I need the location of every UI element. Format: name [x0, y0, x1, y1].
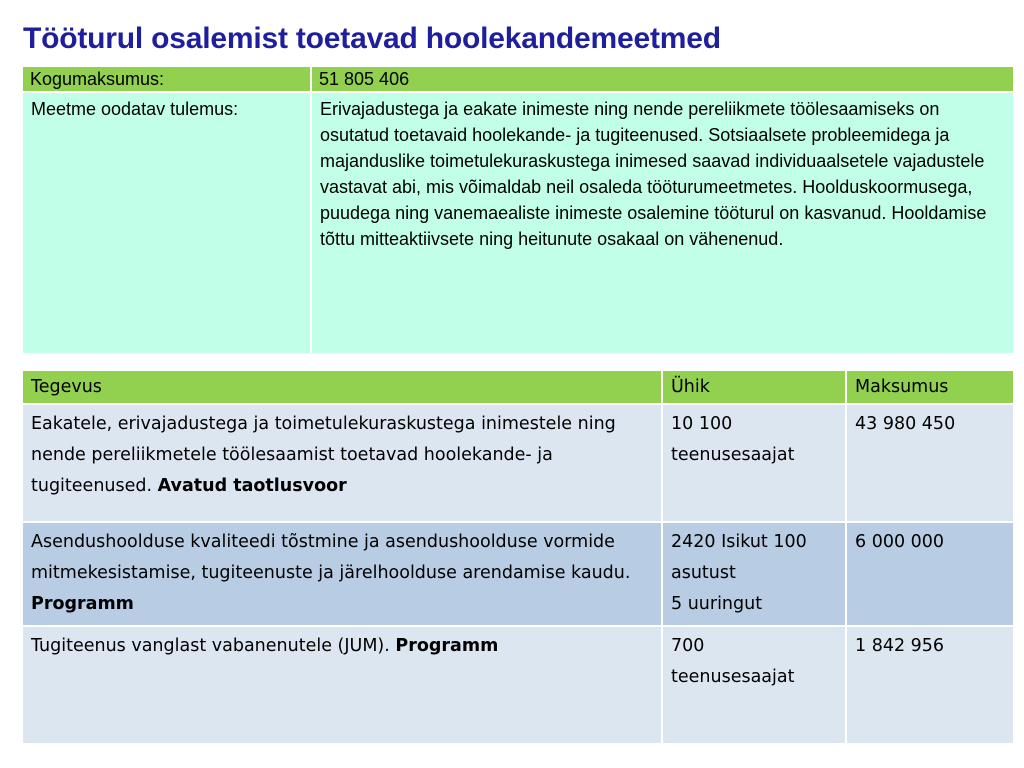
- cost-cell: 6 000 000: [846, 522, 1014, 626]
- activity-cell: [22, 404, 662, 522]
- header-activity: Tegevus: [22, 370, 662, 404]
- page-title: Tööturul osalemist toetavad hoolekandemeetmed: [23, 22, 721, 55]
- activities-table: [21, 369, 1015, 745]
- activity-text: Eakatele, erivajadustega ja toimetulekuraskustega inimestele ning nende pereliikmetele töölesaamist toetavad hoolekande- ja tugiteenused.: [31, 414, 616, 496]
- result-text: Erivajadustega ja eakate inimeste ning nende pereliikmete töölesaamiseks on osutatud toetavaid hoolekande- ja tugiteenused. Sotsiaalsete probleemidega ja majanduslike toimetulekuraskustega inimesed saavad individuaalsetele vajadustele vastavat abi, mis võimaldab neil osaleda tööturumeetmetes. Hoolduskoormusega, puudega ning vanemaealiste inimeste osalemine tööturul on kasvanud. Hooldamise tõttu mitteaktiivsete ning heitunute osakaal on vähenenud.: [311, 92, 1014, 354]
- activity-text: Tugiteenus vanglast vabanenutele (JUM).: [31, 636, 390, 656]
- header-cost: Maksumus: [846, 370, 1014, 404]
- summary-total-row: [22, 66, 1014, 92]
- unit-line: teenusesaajat: [671, 445, 795, 465]
- total-value: 51 805 406: [311, 66, 1014, 92]
- unit-line: asutust: [671, 563, 736, 583]
- unit-cell: [662, 626, 846, 744]
- summary-result-row: [22, 92, 1014, 354]
- unit-line: teenusesaajat: [671, 667, 795, 687]
- table-row: [22, 404, 1014, 522]
- table-row: [22, 522, 1014, 626]
- activity-cell: [22, 522, 662, 626]
- unit-cell: [662, 522, 846, 626]
- activity-cell: [22, 626, 662, 744]
- total-label: Kogumaksumus:: [22, 66, 311, 92]
- summary-table: [21, 65, 1015, 355]
- unit-line: 700: [671, 636, 705, 656]
- cost-cell: 1 842 956: [846, 626, 1014, 744]
- activity-tag: Avatud taotlusvoor: [157, 476, 347, 496]
- unit-line: 2420 Isikut 100: [671, 532, 807, 552]
- cost-cell: 43 980 450: [846, 404, 1014, 522]
- table-row: [22, 626, 1014, 744]
- activity-tag: Programm: [31, 594, 134, 614]
- activity-text: Asendushoolduse kvaliteedi tõstmine ja asendushoolduse vormide mitmekesistamise, tugiteenuste ja järelhoolduse arendamise kaudu.: [31, 532, 631, 583]
- unit-line: 5 uuringut: [671, 594, 763, 614]
- unit-cell: [662, 404, 846, 522]
- unit-line: 10 100: [671, 414, 733, 434]
- activity-tag: Programm: [395, 636, 499, 656]
- activities-header-row: [22, 370, 1014, 404]
- header-unit: Ühik: [662, 370, 846, 404]
- result-label: Meetme oodatav tulemus:: [22, 92, 311, 354]
